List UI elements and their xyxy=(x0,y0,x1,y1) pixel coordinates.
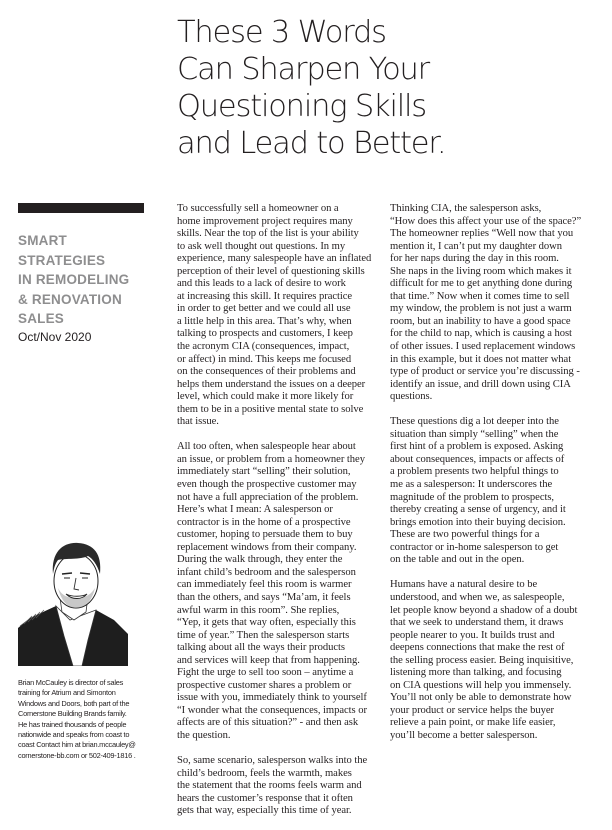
text-line: for the child to nap, which is causing a host xyxy=(390,328,572,340)
section-label xyxy=(18,231,168,329)
text-line: Fight the urge to sell too soon – anytime a xyxy=(177,667,354,679)
text-line: gets that way, especially this time of year. xyxy=(177,805,352,817)
text-line: in this example, but it does not matter what xyxy=(390,353,572,365)
text-line: home improvement project requires many xyxy=(177,215,353,227)
text-line: on the consequences of their problems and xyxy=(177,366,356,378)
text-line: mention it, I can’t put my daughter down xyxy=(390,240,562,252)
text-line: contractor is in the home of a prospective xyxy=(177,516,351,528)
text-line: “I wonder what the consequences, impacts or xyxy=(177,704,367,716)
text-line: child’s bedroom, feels the warmth, makes xyxy=(177,767,352,779)
title-line: Can Sharpen Your xyxy=(177,52,429,87)
title-line: These 3 Words xyxy=(177,15,386,50)
author-portrait xyxy=(18,536,128,666)
section-label-line: & RENOVATION xyxy=(18,291,122,307)
text-line: you’ll become a better salesperson. xyxy=(390,729,538,741)
issue-date: Oct/Nov 2020 xyxy=(18,330,92,344)
text-line: an issue, or problem from a homeowner they xyxy=(177,453,365,465)
text-line: can immediately feel this room is warmer xyxy=(177,579,352,591)
bio-line: training for Atrium and Simonton xyxy=(18,688,116,698)
text-line: to ask well thought out questions. In my xyxy=(177,240,346,252)
text-line: a little help in this area. That’s why, when xyxy=(177,315,352,327)
text-line: talking about all the ways their products xyxy=(177,642,345,654)
text-line: and this leads to a lack of desire to work xyxy=(177,278,346,290)
text-line: Thinking CIA, the salesperson asks, xyxy=(390,203,542,214)
text-line: brings emotion into their buying decision. xyxy=(390,516,566,528)
text-line: of other issues. I used replacement windows xyxy=(390,341,576,353)
text-line: issue with you, immediately think to yourself xyxy=(177,692,367,704)
text-line: a problem presents two helpful things to xyxy=(390,466,559,478)
title-line: Questioning Skills xyxy=(177,89,426,124)
text-line: first hint of a problem is exposed. Asking xyxy=(390,441,564,453)
text-line: Humans have a natural desire to be xyxy=(390,579,538,591)
text-line: them to be in a positive mental state to solve xyxy=(177,403,364,415)
text-line: the acronym CIA (consequences, impact, xyxy=(177,341,350,353)
text-line: me as a salesperson: It underscores the xyxy=(390,479,553,491)
text-line: on the table and out in the open. xyxy=(390,554,525,566)
paragraph xyxy=(390,203,595,404)
section-label-line: IN REMODELING xyxy=(18,272,130,287)
text-line: awful warm in this room”. She replies, xyxy=(177,604,340,616)
bio-line: nationwide and speaks from coast to xyxy=(18,730,130,740)
text-line: for her naps during the day in this room. xyxy=(390,253,559,265)
text-line: thereby creating a sense of urgency, and it xyxy=(390,504,566,516)
text-line: The homeowner replies “Well now that you xyxy=(390,228,574,240)
text-line: difficult for me to get anything done during xyxy=(390,278,573,290)
text-line: that we seek to understand them, it draws xyxy=(390,617,564,629)
text-line: hears the customer’s response that it often xyxy=(177,792,353,804)
title-line: and Lead to Better. xyxy=(177,126,446,161)
text-line: experience, many salespeople have an inflated xyxy=(177,253,372,265)
text-line: understood, and when we, as salespeople, xyxy=(390,591,565,603)
text-line: questions. xyxy=(390,391,433,403)
text-line: than the others, and says “Ma’am, it feels xyxy=(177,591,351,603)
text-line: that issue. xyxy=(177,416,219,428)
text-line: relieve a pain point, or make life easier, xyxy=(390,717,556,729)
text-line: identify an issue, and drill down using CIA xyxy=(390,378,571,390)
text-line: on CIA questions will help you immensely. xyxy=(390,679,572,691)
paragraph xyxy=(177,203,377,429)
text-line: type of product or service you’re discussing - xyxy=(390,366,580,378)
section-label-line: SALES xyxy=(18,311,65,326)
paragraph xyxy=(390,579,595,742)
text-line: and services will keep that from happening. xyxy=(177,654,360,666)
text-line: talking to prospects and customers, I keep xyxy=(177,328,353,340)
bio-line: Windows and Doors, both part of the xyxy=(18,698,130,708)
bio-line: Brian McCauley is director of sales xyxy=(18,678,124,687)
text-line: magnitude of the problem to prospects, xyxy=(390,491,555,503)
text-line: contractor or in-home salesperson to get xyxy=(390,541,559,553)
text-line: So, same scenario, salesperson walks into the xyxy=(177,755,368,767)
text-line: skills. Near the top of the list is your ability xyxy=(177,228,359,240)
text-line: not have a full appreciation of the problem. xyxy=(177,491,359,503)
text-line: “How does this affect your use of the space?” xyxy=(390,215,582,227)
section-label-line: STRATEGIES xyxy=(18,252,106,268)
text-line: even though the prospective customer may xyxy=(177,479,357,491)
text-line: To successfully sell a homeowner on a xyxy=(177,203,339,214)
text-line: the statement that the rooms feels warm and xyxy=(177,780,362,792)
text-line: in order to get better and we could all use xyxy=(177,303,351,315)
text-line: the question. xyxy=(177,729,231,741)
text-line: the selling process easier. Being inquisitive, xyxy=(390,654,574,666)
text-line: your product or service helps the buyer xyxy=(390,704,554,716)
text-line: prospective customer shares a problem or xyxy=(177,679,352,691)
text-line: listening more than talking, and focusing xyxy=(390,667,562,679)
text-line: infant child’s bedroom and the salesperson xyxy=(177,566,356,578)
paragraph xyxy=(390,416,595,567)
text-line: These questions dig a lot deeper into the xyxy=(390,416,559,428)
text-line: She naps in the living room which makes it xyxy=(390,265,572,277)
text-line: Here’s what I mean: A salesperson or xyxy=(177,504,333,516)
text-line: perception of their level of questioning skills xyxy=(177,265,365,277)
text-line: You’ll not only be able to demonstrate how xyxy=(390,692,572,704)
text-line: about consequences, impacts or affects of xyxy=(390,453,565,465)
section-rule-bar xyxy=(18,203,144,213)
article-title xyxy=(177,14,497,162)
text-line: let people know beyond a shadow of a doubt xyxy=(390,604,578,616)
text-line: situation than simply “selling” when the xyxy=(390,428,559,440)
text-line: people nearer to you. It builds trust and xyxy=(390,629,555,641)
text-line: level, which could make it more likely for xyxy=(177,391,354,403)
bio-line: He has trained thousands of people xyxy=(18,719,127,729)
article-column-2 xyxy=(390,203,595,755)
text-line: at increasing this skill. It requires practice xyxy=(177,290,353,302)
text-line: “Yep, it gets that way often, especially this xyxy=(177,617,356,629)
text-line: helps them understand the issues on a deeper xyxy=(177,378,366,390)
bio-line: coast Contact him at brian.mccauley@ xyxy=(18,740,136,750)
author-bio xyxy=(18,678,168,761)
paragraph xyxy=(177,441,377,742)
text-line: During the walk through, they enter the xyxy=(177,554,343,566)
bio-line: Cornerstone Building Brands family. xyxy=(18,709,127,719)
text-line: time of year.” Then the salesperson starts xyxy=(177,629,350,641)
text-line: or affect) in mind. This keeps me focused xyxy=(177,353,352,365)
text-line: These are two powerful things for a xyxy=(390,529,540,541)
text-line: that time.” Now when it comes time to sell xyxy=(390,290,570,302)
text-line: affects are of this situation?” - and then ask xyxy=(177,717,359,729)
text-line: immediately start “selling” their solution, xyxy=(177,466,351,478)
text-line: my window, the problem is not just a warm xyxy=(390,303,572,315)
section-label-line: SMART xyxy=(18,233,67,248)
text-line: replacement windows from their company. xyxy=(177,541,357,553)
text-line: deepens connections that make the rest of xyxy=(390,642,565,654)
text-line: All too often, when salespeople hear about xyxy=(177,441,356,453)
text-line: customer, hoping to persuade them to buy xyxy=(177,529,353,541)
text-line: room, but an inability to have a good space xyxy=(390,315,571,327)
paragraph xyxy=(177,755,377,818)
bio-line: cornerstone-bb.com or 502-409-1816 . xyxy=(18,750,136,760)
article-column-1 xyxy=(177,203,377,830)
